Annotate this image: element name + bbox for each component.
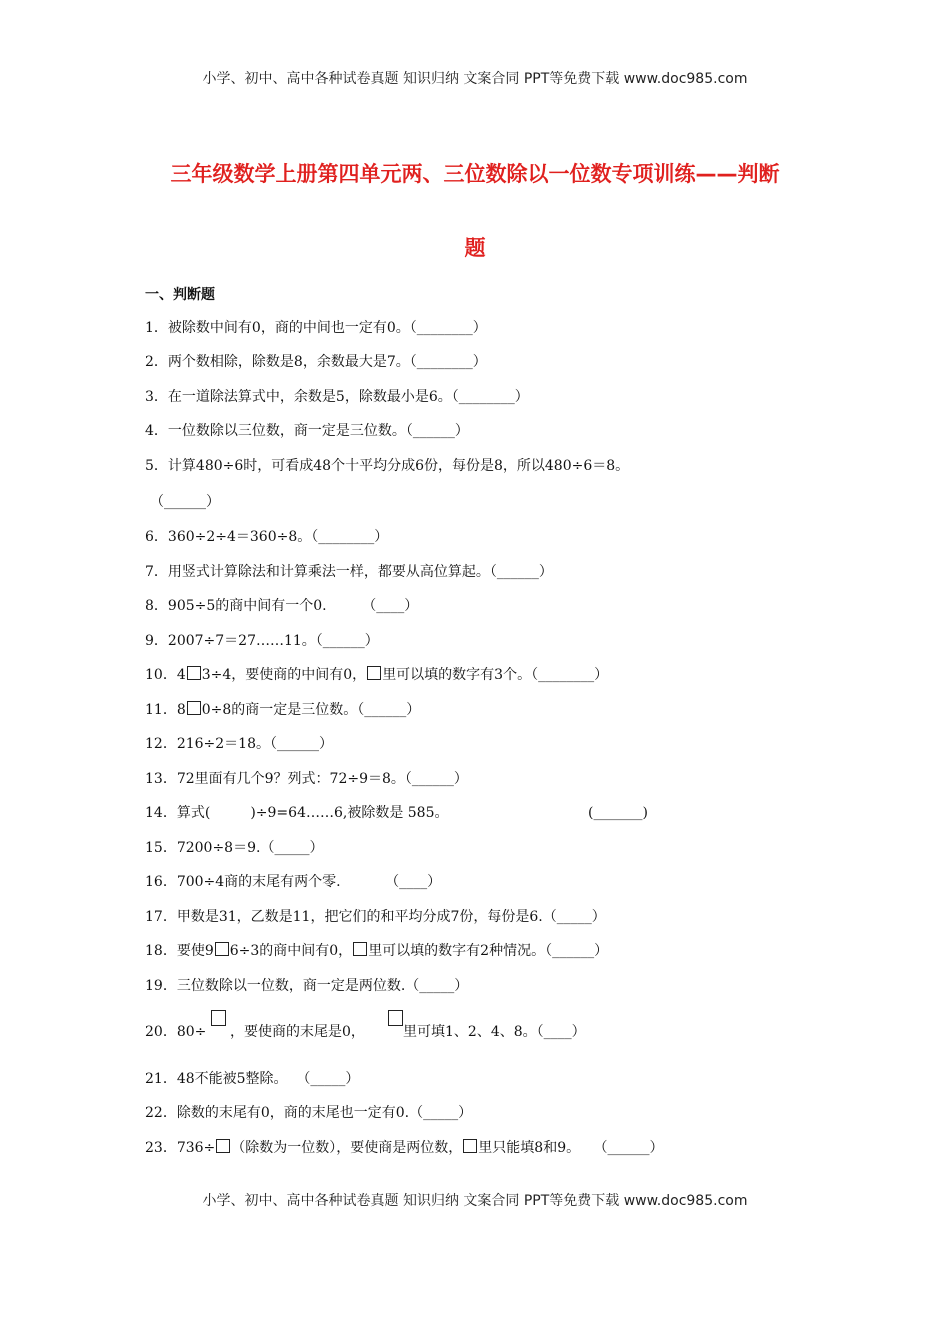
blank-square-icon xyxy=(211,1010,226,1026)
blank-square-icon xyxy=(216,1139,230,1153)
blank-square-icon xyxy=(463,1139,477,1153)
question-2: 2．两个数相除，除数是8，余数最大是7。（________） xyxy=(145,354,487,370)
blank-square-icon xyxy=(187,666,201,680)
q23-prefix: 23．736÷ xyxy=(145,1140,216,1156)
question-6: 6．360÷2÷4＝360÷8。（________） xyxy=(145,529,389,545)
question-1: 1．被除数中间有0，商的中间也一定有0。（________） xyxy=(145,320,487,336)
q18-middle: 6÷3的商中间有0， xyxy=(229,943,353,959)
q10-end: 里可以填的数字有3个。（________） xyxy=(382,667,609,683)
blank-square-icon xyxy=(215,942,229,956)
question-4: 4．一位数除以三位数，商一定是三位数。（______） xyxy=(145,423,469,439)
question-5: 5．计算480÷6时，可看成48个十平均分成6份，每份是8，所以480÷6＝8。 xyxy=(145,458,630,474)
page-header: 小学、初中、高中各种试卷真题 知识归纳 文案合同 PPT等免费下载 www.doc985.com xyxy=(202,71,748,87)
question-21: 21．48不能被5整除。 （_____） xyxy=(145,1071,360,1087)
q11-rest: 0÷8的商一定是三位数。（______） xyxy=(201,702,421,718)
q18-prefix: 18．要使9 xyxy=(145,943,214,959)
question-20-part-a: 20．80÷ xyxy=(145,1024,207,1040)
blank-square-icon xyxy=(367,666,381,680)
q10-middle: 3÷4，要使商的中间有0， xyxy=(201,667,367,683)
question-20-part-b: ，要使商的末尾是0， xyxy=(230,1024,365,1040)
question-14: 14．算式( )÷9=64……6,被除数是 585。 xyxy=(145,805,449,821)
q18-end: 里可以填的数字有2种情况。（______） xyxy=(368,943,609,959)
q23-end: 里只能填8和9。 （______） xyxy=(478,1140,664,1156)
question-22: 22．除数的末尾有0，商的末尾也一定有0.（_____） xyxy=(145,1105,473,1121)
blank-square-icon xyxy=(353,942,367,956)
question-16: 16．700÷4商的末尾有两个零. （____） xyxy=(145,874,442,890)
document-title-line1: 三年级数学上册第四单元两、三位数除以一位数专项训练——判断 xyxy=(170,162,780,186)
page-footer: 小学、初中、高中各种试卷真题 知识归纳 文案合同 PPT等免费下载 www.doc985.com xyxy=(202,1193,748,1209)
question-12: 12．216÷2＝18。（______） xyxy=(145,736,333,752)
question-11 xyxy=(145,700,420,720)
q10-prefix: 10．4 xyxy=(145,667,186,683)
question-23 xyxy=(145,1138,663,1158)
question-7: 7．用竖式计算除法和计算乘法一样，都要从高位算起。（______） xyxy=(145,564,553,580)
question-8: 8．905÷5的商中间有一个0. （____） xyxy=(145,598,419,614)
question-17: 17．甲数是31，乙数是11，把它们的和平均分成7份，每份是6.（_____） xyxy=(145,909,606,925)
question-9: 9．2007÷7＝27……11。（______） xyxy=(145,633,379,649)
question-10 xyxy=(145,665,608,685)
q11-prefix: 11．8 xyxy=(145,702,186,718)
blank-square-icon xyxy=(388,1010,403,1026)
section-heading: 一、判断题 xyxy=(145,287,215,303)
question-5-answer-blank: （______） xyxy=(150,494,220,510)
document-title-line2: 题 xyxy=(464,236,486,260)
question-18 xyxy=(145,941,608,961)
question-15: 15．7200÷8＝9.（_____） xyxy=(145,840,324,856)
question-14-answer-blank: (_______) xyxy=(588,805,648,821)
blank-square-icon xyxy=(187,701,201,715)
question-20-part-c: 里可填1、2、4、8。（____） xyxy=(403,1024,586,1040)
question-3: 3．在一道除法算式中，余数是5，除数最小是6。（________） xyxy=(145,389,529,405)
question-13: 13．72里面有几个9？列式：72÷9＝8。（______） xyxy=(145,771,468,787)
q23-middle: （除数为一位数），要使商是两位数， xyxy=(231,1140,463,1156)
question-19: 19．三位数除以一位数，商一定是两位数.（_____） xyxy=(145,978,469,994)
